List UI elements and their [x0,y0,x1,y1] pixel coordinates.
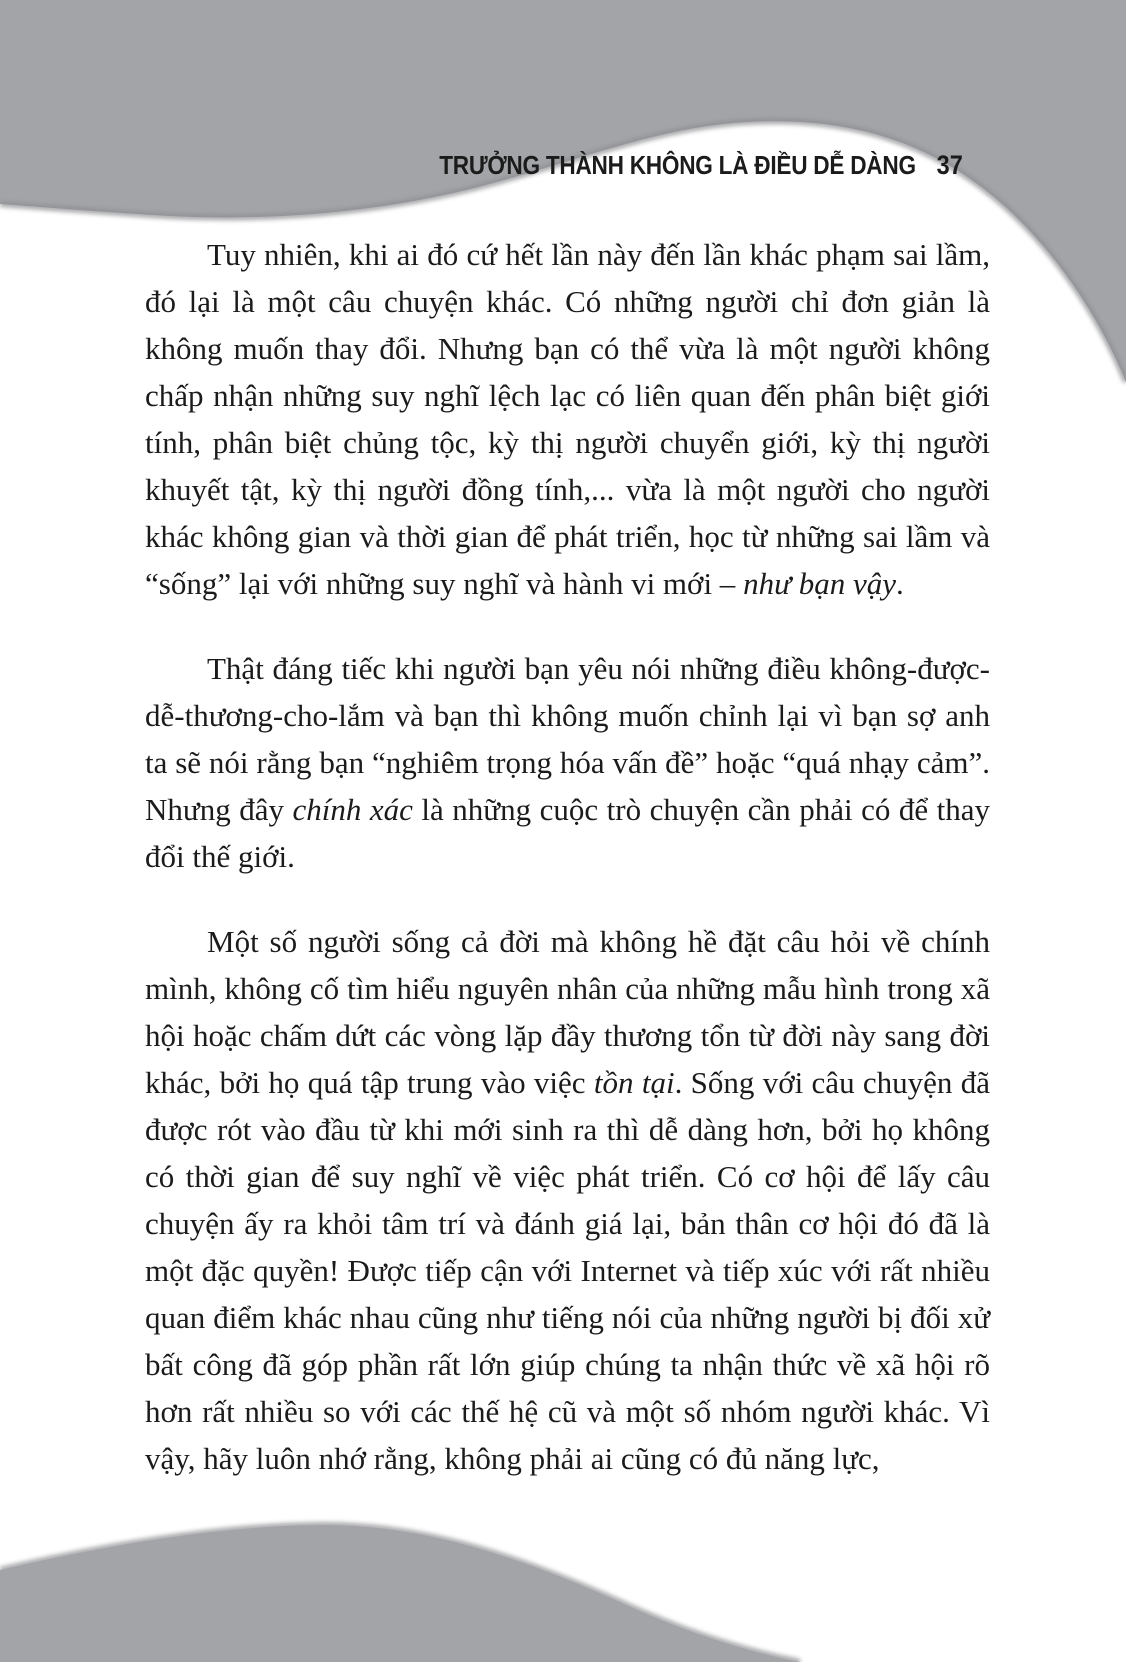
page-number: 37 [936,150,963,180]
text-segment: là những cuộc trò chuyện cần phải có để thay đổi thế giới. [145,792,991,874]
text-segment: Thật đáng tiếc khi người bạn yêu nói những điều không-được-dễ-thương-cho-lắm và bạn thì không muốn chỉnh lại vì bạn sợ anh ta sẽ nói rằng bạn “nghiêm trọng hóa vấn đề” hoặc “quá nhạy cảm”. Nhưng đây [145,651,990,827]
running-header-inner [439,150,963,181]
paragraph-1 [145,231,990,607]
text-segment: . [896,566,904,601]
text-segment: Một số người sống cả đời mà không hề đặt câu hỏi về chính mình, không cố tìm hiểu nguyên nhân của những mẫu hình trong xã hội hoặc chấm dứt các vòng lặp đầy thương tổn từ đời này sang đời khác, bởi họ quá tập trung vào việc [145,924,990,1100]
text-segment-italic: như bạn vậy [743,566,896,601]
text-segment-italic: tồn tại [593,1065,675,1100]
bottom-gray-shape [0,1525,800,1662]
text-segment-italic: chính xác [292,792,413,827]
paragraph-2 [145,645,990,880]
bottom-corner-decoration [0,1487,1126,1662]
paragraph-3 [145,918,990,1482]
running-header [361,150,963,181]
text-segment: . Sống với câu chuyện đã được rót vào đầu từ khi mới sinh ra thì dễ dàng hơn, bởi họ không có thời gian để suy nghĩ về việc phát triển. Có cơ hội để lấy câu chuyện ấy ra khỏi tâm trí và đánh giá lại, bản thân cơ hội đó đã là một đặc quyền! Được tiếp cận với Internet và tiếp xúc với rất nhiều quan điểm khác nhau cũng như tiếng nói của những người bị đối xử bất công đã góp phần rất lớn giúp chúng ta nhận thức về xã hội rõ hơn rất nhiều so với các thế hệ cũ và một số nhóm người khác. Vì vậy, hãy luôn nhớ rằng, không phải ai cũng có đủ năng lực, [145,1065,991,1476]
text-segment: Tuy nhiên, khi ai đó cứ hết lần này đến lần khác phạm sai lầm, đó lại là một câu chuyện khác. Có những người chỉ đơn giản là không muốn thay đổi. Nhưng bạn có thể vừa là một người không chấp nhận những suy nghĩ lệch lạc có liên quan đến phân biệt giới tính, phân biệt chủng tộc, kỳ thị người chuyển giới, kỳ thị người khuyết tật, kỳ thị người đồng tính,... vừa là một người cho người khác không gian và thời gian để phát triển, học từ những sai lầm và “sống” lại với những suy nghĩ và hành vi mới – [145,237,990,601]
chapter-title: TRƯỞNG THÀNH KHÔNG LÀ ĐIỀU DỄ DÀNG [439,150,916,180]
body-text [145,231,990,1482]
